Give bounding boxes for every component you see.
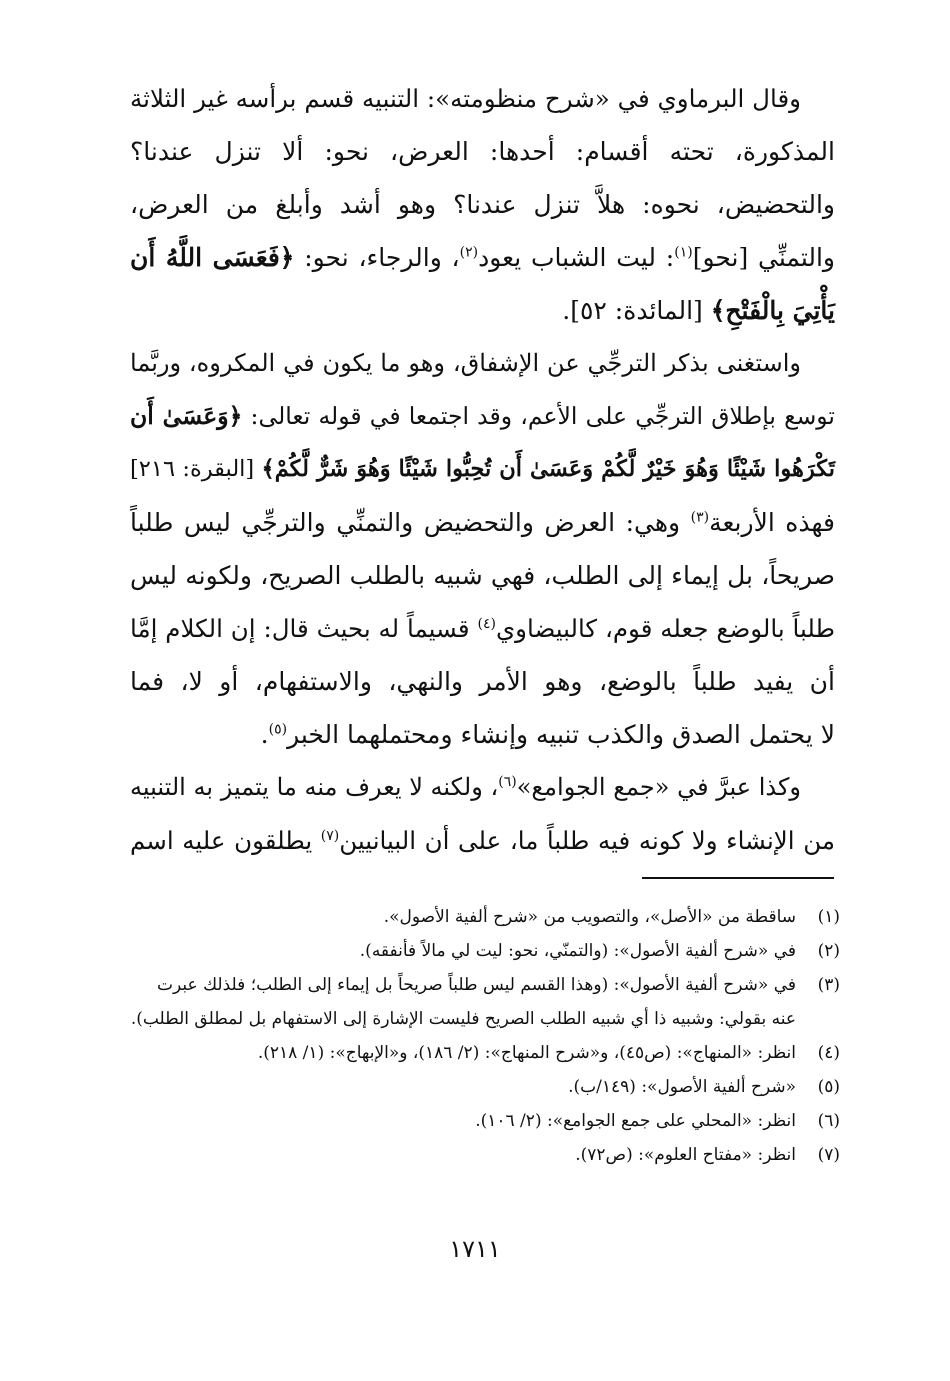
quran-verse: تَكْرَهُوا شَيْئًا وَهُوَ خَيْرٌ لَّكُمْ وَعَسَىٰ أَن تُحِبُّوا شَيْئًا وَهُوَ شَرٌّ لَّكُمْ﴾ <box>261 456 835 482</box>
footnote-number: (٢) <box>817 941 840 961</box>
text-segment: وكذا عبرَّ في «جمع الجوامع» <box>516 773 801 801</box>
footnote-text <box>120 934 796 968</box>
footnote-line: في «شرح ألفية الأصول»: (والتمنّي، نحو: ليت لي مالاً فأنفقه). <box>359 941 796 961</box>
text-line: والتحضيض، نحوه: هلاَّ تنزل عندنا؟ وهو أشد وأبلغ من العرض، <box>130 190 835 219</box>
footnote-line: عنه بقولي: وشبيه ذا أي شبيه الطلب الصريح فليست الإشارة إلى الاستفهام بل لمطلق الطلب). <box>130 1009 796 1029</box>
text-line: أن يفيد طلباً بالوضع، وهو الأمر والنهي، والاستفهام، أو لا، فما <box>130 667 835 696</box>
footnote-text <box>120 1070 796 1104</box>
text-segment: لا يحتمل الصدق والكذب تنبيه وإنشاء ومحتملهما الخبر <box>287 720 835 749</box>
footnote-ref: (٢) <box>459 244 479 261</box>
verse-reference: [المائدة: ٥٢]. <box>562 296 711 325</box>
footnote-number: (٥) <box>817 1077 840 1097</box>
footnote-number: (٤) <box>817 1043 840 1063</box>
footnote-line: انظر: «المنهاج»: (ص٤٥)، و«شرح المنهاج»: (٢/ ١٨٦)، و«الإبهاج»: (١/ ٢١٨). <box>257 1043 796 1063</box>
footnotes <box>120 900 840 1172</box>
footnote-number: (٦) <box>817 1111 840 1131</box>
footnote-text <box>120 968 796 1036</box>
text-segment: ، ولكنه لا يعرف منه ما يتميز به التنبيه <box>130 773 499 801</box>
text-line <box>130 390 835 443</box>
text-segment: والتمنِّي [نحو] <box>692 243 836 272</box>
text-line: المذكورة، تحته أقسام: أحدها: العرض، نحو: ألا تنزل عندنا؟ <box>130 137 835 166</box>
footnote-ref: (٣) <box>690 509 710 526</box>
verse-reference: [البقرة: ٢١٦] <box>130 456 262 482</box>
footnote-ref: (٧) <box>320 827 340 844</box>
footnote-number: (١) <box>817 907 840 927</box>
text-line <box>130 496 835 549</box>
footnote-ref: (١) <box>674 244 693 261</box>
text-line <box>130 443 835 496</box>
text-line <box>130 284 835 337</box>
text-line <box>130 761 835 814</box>
footnote-ref: (٤) <box>477 615 496 632</box>
footnote-ref: (٦) <box>498 774 517 790</box>
footnote-number: (٣) <box>817 975 840 995</box>
text-segment: : ليت الشباب يعود <box>478 243 675 272</box>
text-segment: ، والرجاء، نحو: <box>294 243 460 272</box>
footnote <box>120 1070 840 1104</box>
footnote <box>120 1036 840 1070</box>
page-number: ١٧١١ <box>449 1235 501 1263</box>
text-line: صريحاً، بل إيماء إلى الطلب، فهي شبيه بالطلب الصريح، ولكونه ليس <box>130 561 835 590</box>
footnote-line: انظر: «مفتاح العلوم»: (ص٧٢). <box>575 1145 796 1165</box>
text-line <box>130 602 835 655</box>
quran-verse: ﴿وَعَسَىٰ أَن <box>130 402 243 430</box>
quran-verse: ﴿فَعَسَى اللَّهُ أَن <box>130 243 295 272</box>
footnote <box>120 1138 840 1172</box>
text-segment: توسع بإطلاق الترجِّي على الأعم، وقد اجتمعا في قوله تعالى: <box>242 402 835 430</box>
footnote-ref: (٥) <box>268 721 288 738</box>
quran-verse: يَأْتِيَ بِالْفَتْحِ﴾ <box>710 296 835 325</box>
footnote <box>120 934 840 968</box>
text-line <box>130 708 835 761</box>
text-segment: وهي: العرض والتحضيض والتمنِّي والترجِّي ليس طلباً <box>130 508 691 537</box>
text-line: وقال البرماوي في «شرح منظومته»: التنبيه قسم برأسه غير الثلاثة <box>130 84 801 113</box>
text-segment: يطلقون عليه اسم <box>130 826 321 855</box>
text-segment: . <box>260 720 269 749</box>
footnote-text <box>120 1104 796 1138</box>
text-segment: من الإنشاء ولا كونه فيه طلباً ما، على أن البيانيين <box>339 826 835 855</box>
text-segment: قسيماً له بحيث قال: إن الكلام إمَّا <box>130 614 478 643</box>
footnote-number: (٧) <box>817 1145 840 1165</box>
text-line <box>130 814 835 867</box>
footnote-line: انظر: «المحلي على جمع الجوامع»: (٢/ ١٠٦). <box>475 1111 796 1131</box>
footnote <box>120 968 840 1036</box>
text-line <box>130 231 835 284</box>
footnote-text <box>120 900 796 934</box>
main-text <box>130 72 835 867</box>
footnote-text <box>120 1036 796 1070</box>
footnote-text <box>120 1138 796 1172</box>
text-segment: طلباً بالوضع جعله قوم، كالبيضاوي <box>495 614 836 643</box>
footnote <box>120 900 840 934</box>
footnote-line: «شرح ألفية الأصول»: (١٤٩/ب). <box>568 1077 796 1097</box>
footnote-line: ساقطة من «الأصل»، والتصويب من «شرح ألفية الأصول». <box>383 907 796 927</box>
footnote-line: في «شرح ألفية الأصول»: (وهذا القسم ليس طلباً صريحاً بل إيماء إلى الطلب؛ فلذلك عبرت <box>157 975 796 995</box>
footnote <box>120 1104 840 1138</box>
footnote-separator <box>642 877 834 879</box>
text-segment: فهذه الأربعة <box>709 508 835 537</box>
text-line: واستغنى بذكر الترجِّي عن الإشفاق، وهو ما يكون في المكروه، وربَّما <box>130 349 801 377</box>
